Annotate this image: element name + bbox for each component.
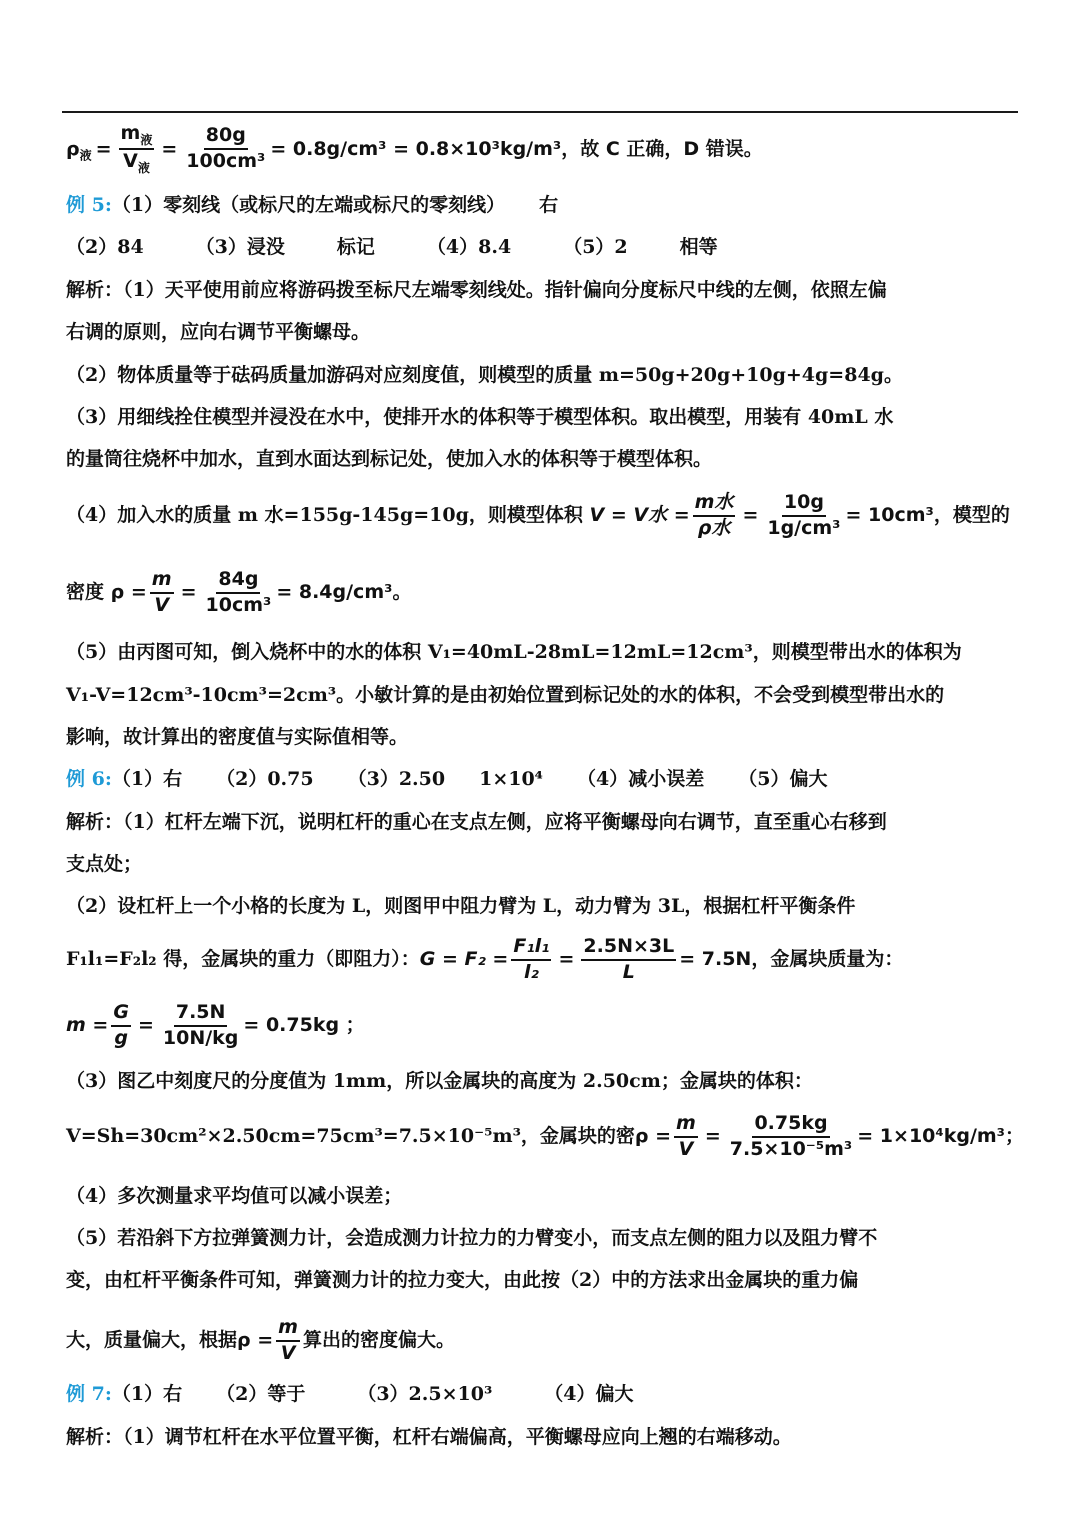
formula-result: = 0.75kg ； (243, 1013, 365, 1036)
denominator: l₂ (523, 960, 539, 983)
fraction (693, 493, 736, 539)
fraction (511, 937, 551, 983)
formula-model-volume: （4）加入水的质量 m 水=155g-145g=10g，则模型体积 V = V水 = $\frac{\text{m水}}{\text{ρ水}}$ = $\frac{10g}{\text{1g/cm³}}$ = 10cm³，模型的 (66, 491, 1010, 539)
example-5-answers (66, 196, 1050, 215)
numerator: m (674, 1114, 698, 1138)
answer: （4）减小误差 (577, 768, 705, 790)
denominator: 10cm³ (205, 593, 272, 616)
fraction (765, 493, 842, 539)
analysis-text: （2）物体质量等于砝码质量加游码对应刻度值，则模型的质量 m=50g+20g+10g+4g=84g。 (66, 364, 903, 386)
fraction (674, 1114, 698, 1160)
numerator: 2.5N×3L (581, 937, 676, 961)
numerator: m (120, 122, 141, 144)
formula-suffix: ，模型的 (933, 503, 1010, 526)
formula-density-conclusion (66, 1318, 1050, 1364)
sub: 液 (140, 132, 153, 147)
answer: （2）84 (66, 236, 144, 258)
answer: （2）等于 (216, 1383, 306, 1405)
fraction-m-over-v (119, 124, 155, 175)
answer: （3）2.5×10³ (357, 1383, 493, 1405)
example-6-label: 例 6: (66, 768, 112, 790)
fraction (161, 1003, 241, 1049)
formula-lhs: G = F₂ = (419, 947, 509, 970)
sub: 液 (137, 161, 150, 176)
answer: （1）右 (111, 768, 183, 790)
numerator: m (150, 570, 174, 594)
formula-liquid-density: $\rho_液$ = $\frac{m_液}{V_液}$ = $\frac{80g}{\text{100cm³}}$ = 0.8g/cm³ = 0.8×10³kg/m³，故 C 正确，D 错误。 (66, 122, 763, 176)
numerator: F₁l₁ (511, 937, 551, 961)
denominator: 1g/cm³ (767, 516, 841, 539)
analysis-text: （5）若沿斜下方拉弹簧测力计，会造成测力计拉力的力臂变小，而支点左侧的阻力以及阻力臂不 (66, 1227, 878, 1249)
denominator: 10N/kg (162, 1026, 239, 1049)
fraction (728, 1114, 855, 1160)
denominator: L (622, 960, 635, 983)
formula-result: = 7.5N (679, 947, 752, 970)
formula-prefix: （4）加入水的质量 m 水=155g-145g=10g，则模型体积 (66, 503, 583, 526)
analysis-text: 影响，故计算出的密度值与实际值相等。 (66, 726, 409, 748)
numerator: 7.5N (174, 1003, 228, 1027)
answer: （1）右 (111, 1383, 183, 1405)
answer: （5）2 (563, 236, 628, 258)
formula-result: = 8.4g/cm³。 (276, 580, 412, 603)
formula-prefix: F₁l₁=F₂l₂ 得，金属块的重力（即阻力）： (66, 947, 420, 970)
denominator: V (154, 593, 170, 616)
formula-prefix: V=Sh=30cm²×2.50cm=75cm³=7.5×10⁻⁵m³，金属块的密 (66, 1124, 635, 1147)
analysis-text: 支点处； (66, 853, 143, 875)
denominator: V (678, 1137, 694, 1160)
formula-lhs: V = V水 = (589, 503, 690, 526)
analysis-text: 解析：（1）杠杆左端下沉，说明杠杆的重心在支点左侧，应将平衡螺母向右调节，直至重心右移到 (66, 811, 887, 833)
analysis-text: 右调的原则，应向右调节平衡螺母。 (66, 321, 371, 343)
formula-lhs: ρ = (634, 1124, 672, 1147)
formula-lhs: m = (66, 1013, 109, 1036)
analysis-text: （3）图乙中刻度尺的分度值为 1mm，所以金属块的高度为 2.50cm；金属块的体积： (66, 1070, 813, 1092)
denominator: g (114, 1026, 128, 1049)
fraction (150, 570, 174, 616)
answer: （5）偏大 (738, 768, 828, 790)
example-7-answers (66, 1385, 1050, 1404)
answer: （4）偏大 (544, 1383, 634, 1405)
answer: 标记 (336, 236, 375, 258)
answer: 右 (539, 194, 559, 216)
denominator: 100cm³ (186, 150, 266, 173)
answer: （4）8.4 (426, 236, 512, 258)
formula-lhs: ρ = (237, 1328, 274, 1351)
example-5-answers-2 (66, 238, 1050, 257)
formula-rest: = 0.8g/cm³ = 0.8×10³kg/m³，故 C 正确，D 错误。 (270, 137, 763, 160)
top-rule (62, 111, 1018, 113)
formula-lhs: 密度 ρ = (66, 580, 147, 603)
rho-symbol: ρ (66, 137, 80, 160)
analysis-text: （3）用细线拴住模型并浸没在水中，使排开水的体积等于模型体积。取出模型，用装有 40mL 水 (66, 406, 894, 428)
answer: 相等 (679, 236, 718, 258)
numerator: m水 (693, 493, 736, 517)
analysis-text: 变，由杠杆平衡条件可知，弹簧测力计的拉力变大，由此按（2）中的方法求出金属块的重力偏 (66, 1269, 859, 1291)
formula-result: = 10cm³ (845, 503, 934, 526)
analysis-text: V₁-V=12cm³-10cm³=2cm³。小敏计算的是由初始位置到标记处的水的体积，不会受到模型带出水的 (66, 684, 945, 706)
answer: （3）2.50 (347, 768, 446, 790)
numerator: m (276, 1318, 300, 1342)
fraction (111, 1003, 131, 1049)
example-7-label: 例 7: (66, 1383, 112, 1405)
numerator: 84g (216, 570, 260, 594)
example-6-answers (66, 770, 1050, 789)
formula-metal-density: V=Sh=30cm²×2.50cm=75cm³=7.5×10⁻⁵m³，金属块的密ρ = $\frac{m}{V}$ = $\frac{0.75kg}{\text{7.5×10⁻⁵m³}}$ = 1×10⁴kg/m³； (66, 1112, 1024, 1160)
formula-prefix: 大，质量偏大，根据 (66, 1328, 238, 1351)
fraction (581, 937, 676, 983)
fraction-values (184, 126, 267, 172)
analysis-text: （4）多次测量求平均值可以减小误差； (66, 1185, 403, 1207)
denominator: ρ水 (697, 516, 731, 539)
answer: 1×10⁴ (479, 768, 543, 790)
formula-gravity: F₁l₁=F₂l₂ 得，金属块的重力（即阻力）：G = F₂ = $\frac{\text{F₁l₁}}{\text{l₂}}$ = $\frac{2.5N\times 3L}{L}$ = 7.5N，金属块质量为： (66, 935, 904, 983)
fraction (276, 1318, 300, 1364)
denominator: V (123, 150, 138, 173)
fraction (204, 570, 274, 616)
numerator: G (111, 1003, 131, 1027)
analysis-text: 的量筒往烧杯中加水，直到水面达到标记处，使加入水的体积等于模型体积。 (66, 448, 713, 470)
answer: （2）0.75 (216, 768, 314, 790)
numerator: 10g (782, 493, 826, 517)
formula-result: = 1×10⁴kg/m³； (857, 1124, 1024, 1147)
formula-mass: m = $\frac{G}{g}$ = $\frac{7.5N}{10N/kg}$ = 0.75kg ； (66, 1001, 365, 1049)
numerator: 80g (204, 126, 248, 150)
sub-liquid: 液 (79, 148, 92, 163)
formula-suffix: 算出的密度偏大。 (302, 1328, 455, 1351)
denominator: 7.5×10⁻⁵m³ (729, 1137, 853, 1160)
analysis-text: 解析：（1）天平使用前应将游码拨至标尺左端零刻线处。指针偏向分度标尺中线的左侧，依照左偏 (66, 279, 887, 301)
formula-model-density: 密度 ρ = $\frac{m}{V}$ = $\frac{84g}{\text{10cm³}}$ = 8.4g/cm³。 (66, 568, 412, 616)
example-5-label: 例 5: (66, 194, 112, 216)
numerator: 0.75kg (752, 1114, 829, 1138)
analysis-text: 解析：（1）调节杠杆在水平位置平衡，杠杆右端偏高，平衡螺母应向上翘的右端移动。 (66, 1426, 792, 1448)
answer: （3）浸没 (195, 236, 285, 258)
denominator: V (280, 1341, 296, 1364)
answer: （1）零刻线（或标尺的左端或标尺的零刻线） (111, 194, 506, 216)
analysis-text: （5）由丙图可知，倒入烧杯中的水的体积 V₁=40mL-28mL=12mL=12cm³，则模型带出水的体积为 (66, 641, 962, 663)
formula-suffix: ，金属块质量为： (751, 947, 904, 970)
analysis-text: （2）设杠杆上一个小格的长度为 L，则图甲中阻力臂为 L，动力臂为 3L，根据杠杆平衡条件 (66, 895, 856, 917)
